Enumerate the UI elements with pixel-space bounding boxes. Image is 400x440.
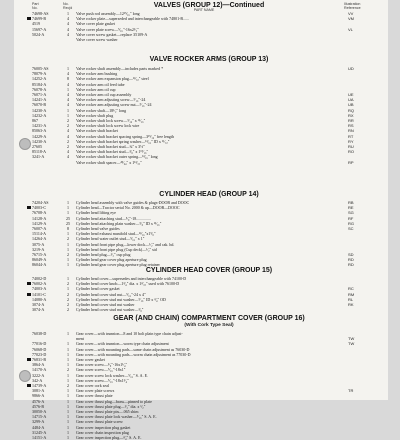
part-name: Cylinder head plug—¹⁄₂" cup plug <box>76 252 131 257</box>
part-name: Gear cover chain inspection plug <box>76 429 129 435</box>
quantity-required: 2 <box>67 252 69 257</box>
revision-marker <box>27 293 31 296</box>
quantity-required: 2 <box>67 291 69 297</box>
part-name: Valve rocker arm expansion plug—¹³⁄₃₂" steel <box>76 76 149 82</box>
part-number: 74003-A <box>32 286 47 292</box>
part-name: Cylinder head attaching stud—⁵⁄₈"-18............... <box>76 215 152 221</box>
illustration-reference: UA <box>348 97 354 103</box>
quantity-required: 1 <box>67 409 69 414</box>
part-number: 14128-A <box>32 215 47 221</box>
quantity-required: 4 <box>67 102 69 108</box>
illustration-reference: RX <box>348 112 354 118</box>
section-title: VALVES (GROUP 12)—Continued <box>153 2 265 9</box>
part-number: 14231-A <box>32 123 47 129</box>
part-number: 14264-A <box>32 236 47 242</box>
illustration-reference: RS <box>348 123 354 129</box>
quantity-required: 4 <box>67 154 69 160</box>
part-number: 74003-C <box>32 205 46 211</box>
part-number: 14230-A <box>32 107 47 113</box>
part-number: 76715-A <box>32 252 47 257</box>
part-number: 76708-A <box>32 210 47 216</box>
part-number: 76038-D <box>32 331 47 336</box>
part-name: Valve cover screw washer <box>76 37 118 42</box>
part-name: Gear cover thrust plate plug—¹⁄₂" dia. x ¹⁄₂" <box>76 403 146 409</box>
part-name: Gear cover gasket <box>76 357 105 362</box>
part-name: Cylinder head assembly with valve guides & plugs-DOOB and DOOC <box>76 200 190 205</box>
quantity-required: 1 <box>67 66 69 71</box>
quantity-required: 1 <box>67 424 69 430</box>
illustration-reference: RN <box>348 128 354 134</box>
part-number: 3219-A <box>32 246 45 252</box>
part-name: Gear cover screw—⁵⁄₁₆"-18x1" <box>76 367 126 373</box>
quantity-required: 4 <box>67 26 69 32</box>
column-header-req: No. Req'd <box>63 2 73 10</box>
part-name: Valve rocker shaft assembly—includes parts marked * <box>76 66 164 71</box>
revision-marker <box>27 282 31 285</box>
illustration-reference: RF <box>348 215 354 221</box>
section-title: GEAR (AND CHAIN) COMPARTMENT COVER (GROUP 16) <box>113 315 305 322</box>
part-name: Gear cover inspection plug—³⁄₄" S. A. E. <box>76 435 142 440</box>
quantity-required: 25 <box>66 215 70 221</box>
part-name: Gear cover thrust plate screw <box>76 419 123 425</box>
quantity-required: 1 <box>67 112 69 118</box>
quantity-required: 1 <box>67 362 69 368</box>
part-number: 14101-C <box>32 291 46 297</box>
part-name: Valve rocker shaft spacer—⁴⁹⁄₆₄" x 1¹³⁄₃₂" <box>76 159 142 165</box>
quantity-required: 1 <box>67 351 69 357</box>
part-name: Gear cover—with mounting pads—worm chain adjustment as 77030-D <box>76 351 191 357</box>
quantity-required: 4 <box>67 16 69 22</box>
quantity-required: 1 <box>67 11 69 16</box>
part-number: 3241-A <box>32 154 45 160</box>
part-number: 86044-A <box>32 262 47 268</box>
part-number: 27605 <box>32 144 42 149</box>
part-name: Valve rocker shaft bracket outer spring—¹³⁄₁₆" long <box>76 154 158 160</box>
illustration-reference: RB <box>348 200 354 205</box>
part-number: 14241-A <box>32 97 47 103</box>
part-name: Cylinder head cover stud nut washer—⁵⁄₁₆" ID x ³⁄₄" OD <box>76 296 166 302</box>
part-name: Valve cover plate gasket <box>76 21 115 27</box>
quantity-required: 1 <box>67 372 69 378</box>
part-number: 5024-A <box>32 31 45 37</box>
illustration-reference: RY <box>348 138 354 144</box>
quantity-required: 4 <box>67 81 69 87</box>
illustration-reference: VV <box>348 11 354 16</box>
part-name: Cylinder head cover stud nut washer—³⁄₈" <box>76 307 144 313</box>
illustration-reference: RM <box>348 291 355 297</box>
part-name: Valve rocker shaft—18¹⁄₂" long <box>76 107 127 113</box>
quantity-required: 2 <box>67 281 69 287</box>
part-name: Valve rocker arm bushing <box>76 71 118 77</box>
part-number: 76070-B <box>32 102 46 108</box>
part-name: Cylinder head water outlet stud—⁵⁄₁₆" x 1" <box>76 236 145 242</box>
part-name: Valve rocker shaft bracket spacing spring—3¹⁵⁄₁₆" free length <box>76 133 174 139</box>
part-number: 3075-A <box>32 241 45 247</box>
quantity-required: 1 <box>67 414 69 420</box>
illustration-reference: RP <box>348 159 354 165</box>
part-name: Valve rocker shaft bracket <box>76 128 118 134</box>
quantity-required: 1 <box>67 429 69 435</box>
illustration-reference: VL <box>348 26 353 32</box>
part-name: Gear cover screw—³⁄₈"-16x1¹⁄₄" <box>76 362 128 368</box>
quantity-required: 2 <box>67 123 69 129</box>
part-name: Valve rocker shaft bracket stud—³⁄₈" x 1¹⁵⁄₁₆" <box>76 149 149 155</box>
part-number: 14170-A <box>32 367 47 373</box>
part-number: 14151-A <box>32 435 47 440</box>
part-name: Cylinder head—Tractor serial No. 2000 & up—DOOB—DOOC <box>76 205 180 211</box>
illustration-reference: RO <box>348 149 354 155</box>
part-number: 74699-B <box>32 16 46 22</box>
part-number: 14252-A <box>32 76 47 82</box>
illustration-reference: RL <box>348 296 354 302</box>
part-name: Valve rocker arm oil feed tube <box>76 81 125 87</box>
quantity-required: 4 <box>67 149 69 155</box>
illustration-reference: TW <box>348 341 355 347</box>
quantity-required: 1 <box>67 419 69 425</box>
column-header-illustration: Illustration Reference <box>344 2 361 10</box>
quantity-required: 25 <box>66 220 70 226</box>
part-row <box>14 307 388 312</box>
part-row <box>14 435 388 440</box>
part-name: Gear cover—with mounting pads—same chain adjustment as 76030-D <box>76 346 190 352</box>
revision-marker <box>27 358 31 361</box>
part-name: Gear cover screw—⁵⁄₁₆"-18x1³⁄₄" <box>76 377 129 383</box>
part-name: Gear cover screw lock washer—⁵⁄₁₆" S. A. E. <box>76 372 149 378</box>
part-number: 76831-B <box>32 357 46 362</box>
quantity-required: 2 <box>67 118 69 123</box>
quantity-required: 8 <box>67 226 69 231</box>
part-number: 85118-A <box>32 149 47 155</box>
part-number: 31245-A <box>32 429 47 435</box>
column-header-part-name: PART NAME <box>193 8 215 12</box>
section-subtitle: (With Cork Type Seal) <box>184 323 234 328</box>
part-number: 76068-D <box>32 346 47 352</box>
part-name: Valve rocker arm oil cup <box>76 86 116 92</box>
part-name: Valve rocker shaft plug <box>76 112 114 118</box>
part-name: Cylinder head gear cover plug aperture plug <box>76 257 147 263</box>
quantity-required: 1 <box>67 241 69 247</box>
illustration-reference: TR <box>348 388 354 394</box>
quantity-required: 1 <box>67 276 69 281</box>
part-number: 14715-A <box>32 414 47 420</box>
quantity-required: 1 <box>67 435 69 440</box>
part-number: 342-A <box>32 377 43 383</box>
part-name: Gear cover thrust plug—brass—pinned to plate <box>76 398 152 404</box>
part-name: Gear cover thrust plate <box>76 393 113 399</box>
quantity-required: 2 <box>67 367 69 373</box>
part-number: 86049-A <box>32 257 47 263</box>
part-number: 77023-D <box>32 351 47 357</box>
illustration-reference: SD <box>348 252 354 257</box>
part-number: 3074-A <box>32 307 45 313</box>
part-name: Valve rocker shaft bracket stud—¾" x 3½" <box>76 144 145 149</box>
quantity-required: 1 <box>67 257 69 263</box>
quantity-required: 1 <box>67 398 69 404</box>
illustration-reference: RQ <box>348 107 354 113</box>
illustration-reference: UD <box>348 66 354 71</box>
illustration-reference: RK <box>348 302 354 307</box>
part-number: 4576-B <box>32 403 44 409</box>
quantity-required: 2 <box>67 383 69 388</box>
part-number: 3299-A <box>32 419 45 425</box>
part-number: 3864-A <box>32 362 45 368</box>
quantity-required: 1 <box>67 341 69 347</box>
part-name: Valve rocker arm adjusting screw nut—⁵⁄₁₆"-24 <box>76 102 152 108</box>
quantity-required: 1 <box>67 205 69 211</box>
part-number: 74002-D <box>32 276 47 281</box>
part-number: 4576-A <box>32 398 45 404</box>
section-title: VALVE ROCKER ARMS (GROUP 13) <box>149 56 269 63</box>
quantity-required: 1 <box>67 377 69 383</box>
part-number: 3081-A <box>32 388 45 394</box>
part-name: Valve cover screw gasket—replace 35109-A <box>76 31 148 37</box>
column-header-part-no: Part No. <box>32 2 39 10</box>
part-name: Cylinder head cover stud nut washer <box>76 302 135 307</box>
quantity-required: 4 <box>67 21 69 27</box>
part-name: Gear cover thrust plate pin—.065 shim <box>76 409 139 414</box>
quantity-required: 1 <box>67 388 69 394</box>
quantity-required: 2 <box>67 307 69 313</box>
part-number: 76002-A <box>32 281 47 287</box>
part-name: Cylinder head front pipe plug (Cup deck)—¹⁄₂" std <box>76 246 157 252</box>
part-number: 14739-A <box>32 383 47 388</box>
illustration-reference: SC <box>348 226 354 231</box>
quantity-required: 4 <box>67 97 69 103</box>
part-number: 85063-A <box>32 128 47 134</box>
part-name: Cylinder head valve guides <box>76 226 120 231</box>
quantity-required: 4 <box>67 92 69 97</box>
part-number: 14129-A <box>32 220 47 226</box>
part-name: Gear cover—with trunnion—worm type chain adjustment <box>76 341 169 347</box>
quantity-required: 2 <box>67 302 69 307</box>
part-name: Valve rocker plate—superseded and interchangeable with 74801-B...... <box>76 16 190 22</box>
quantity-required: 1 <box>67 331 69 336</box>
quantity-required: 1 <box>67 246 69 252</box>
part-name: Cylinder head lifting eye <box>76 210 116 216</box>
part-name: Cylinder head gear cover plug aperture plug retainer <box>76 262 160 268</box>
part-number: 14232-A <box>32 112 47 118</box>
part-number: 15114-A <box>32 231 47 237</box>
section-title: CYLINDER HEAD (GROUP 14) <box>159 191 259 198</box>
illustration-reference: RG <box>348 220 354 226</box>
quantity-required: 8 <box>67 76 69 82</box>
part-number: 76007-A <box>32 226 47 231</box>
part-number: 74204-AS <box>32 200 49 205</box>
part-number: 3074-A <box>32 302 45 307</box>
quantity-required: 4 <box>67 71 69 77</box>
part-name: Gear cover cork seal <box>76 383 109 388</box>
illustration-reference: VM <box>348 16 354 22</box>
illustration-reference: RD <box>348 257 354 263</box>
quantity-required: 2 <box>67 296 69 302</box>
quantity-required: 1 <box>67 200 69 205</box>
part-number: 14229-A <box>32 133 47 139</box>
part-name: Valve push rod assembly—12¹⁵⁄₁₆" long <box>76 11 140 16</box>
part-name: Valve rocker shaft lock screw—⁵⁄₁₆" x ¹³⁄₁₆" <box>76 118 146 123</box>
part-number: 867 <box>32 118 38 123</box>
part-name: Cylinder head cover stud nut—⁵⁄₁₆"-24 x 4" <box>76 291 146 297</box>
quantity-required: 1 <box>67 357 69 362</box>
part-name: Valve rocker arm oil cup assembly <box>76 92 132 97</box>
part-row <box>14 160 388 165</box>
part-name: Cylinder head front pipe plug—lower dock—¹⁄₂" and cak. hd. <box>76 241 175 247</box>
illustration-reference: UE <box>348 92 354 97</box>
quantity-required: 2 <box>67 138 69 144</box>
illustration-reference: TW <box>348 336 355 342</box>
illustration-reference: RD <box>348 262 354 268</box>
part-name: Valve rocker shaft lock screw lock wire <box>76 123 140 129</box>
part-number: 14230-A <box>32 138 47 144</box>
part-name: Valve rocker arm adjusting screw—⁵⁄₁₆"-24 <box>76 97 146 103</box>
quantity-required: 1 <box>67 346 69 352</box>
illustration-reference: RC <box>348 286 354 292</box>
part-name: Gear cover thrust plate lock washer—⁵⁄₁₆" S. A. E. <box>76 414 157 420</box>
part-number: 4519 <box>32 21 40 27</box>
part-name: Cylinder head cover knob—1³⁄₄" dia. x 1³⁄₃₂" used with 76100-D <box>76 281 180 287</box>
part-name: Gear cover—with trunnion—8 and 10 bolt plain type chain adjust- <box>76 331 183 336</box>
illustration-reference: RE <box>348 205 354 211</box>
part-name: Gear cover plate screws <box>76 388 115 394</box>
part-number: 3222-A <box>32 372 45 378</box>
revision-marker <box>27 384 31 387</box>
part-number: 77016-D <box>32 341 47 347</box>
part-number: 30050-A <box>32 409 47 414</box>
quantity-required: 1 <box>67 231 69 237</box>
illustration-reference: SG <box>348 210 354 216</box>
quantity-required: 1 <box>67 107 69 113</box>
part-name: Cylinder head cover—supersedes and interchangeable with 74100-D <box>76 276 187 281</box>
illustration-reference: RU <box>348 144 354 149</box>
part-number: 4484-A <box>32 424 45 430</box>
quantity-required: 1 <box>67 393 69 399</box>
part-number: 76071-A <box>32 92 47 97</box>
quantity-required: 1 <box>67 286 69 292</box>
quantity-required: 1 <box>67 210 69 216</box>
catalog-page <box>14 0 388 440</box>
part-number: 14080-A <box>32 296 47 302</box>
quantity-required: 2 <box>67 236 69 242</box>
part-number: 74698-AS <box>32 11 49 16</box>
part-row <box>14 37 388 42</box>
quantity-required: 2 <box>67 144 69 149</box>
quantity-required: 4 <box>67 133 69 139</box>
part-name: ment <box>76 336 84 342</box>
part-name: Cylinder head attaching plain washer—⁵⁄₈" ID x ¹³⁄₁₆" <box>76 220 162 226</box>
illustration-reference: UB <box>348 102 354 108</box>
illustration-reference: RT <box>348 133 354 139</box>
part-number: 85184-A <box>32 81 47 87</box>
quantity-required: 1 <box>67 403 69 409</box>
part-number: 78079-A <box>32 71 47 77</box>
part-name: Cylinder head exhaust manifold stud—¹³⁄₁₆"x1⁵⁄₈" <box>76 231 156 237</box>
section-title: CYLINDER HEAD COVER (GROUP 15) <box>145 267 273 274</box>
quantity-required: 4 <box>67 128 69 134</box>
quantity-required: 1 <box>67 262 69 268</box>
part-number: 15697-A <box>32 26 47 32</box>
quantity-required: 4 <box>67 31 69 37</box>
revision-marker <box>27 206 31 209</box>
quantity-required: 1 <box>67 86 69 92</box>
part-number: 76078-A <box>32 86 47 92</box>
part-name: Cylinder head cover gasket <box>76 286 120 292</box>
illustration-reference: RR <box>348 118 354 123</box>
part-name: Valve rocker shaft bracket spring washer—¹³⁄₁₆" ID x ¹¹⁄₃₂" <box>76 138 170 144</box>
part-name: Valve cover plate screw—⁵⁄₁₆"-16x2¹⁄₂" <box>76 26 139 32</box>
part-number: 9866-A <box>32 393 45 399</box>
part-number: 76005-AS <box>32 66 49 71</box>
revision-marker <box>27 17 31 20</box>
part-name: Gear cover inspection plug gasket <box>76 424 131 430</box>
